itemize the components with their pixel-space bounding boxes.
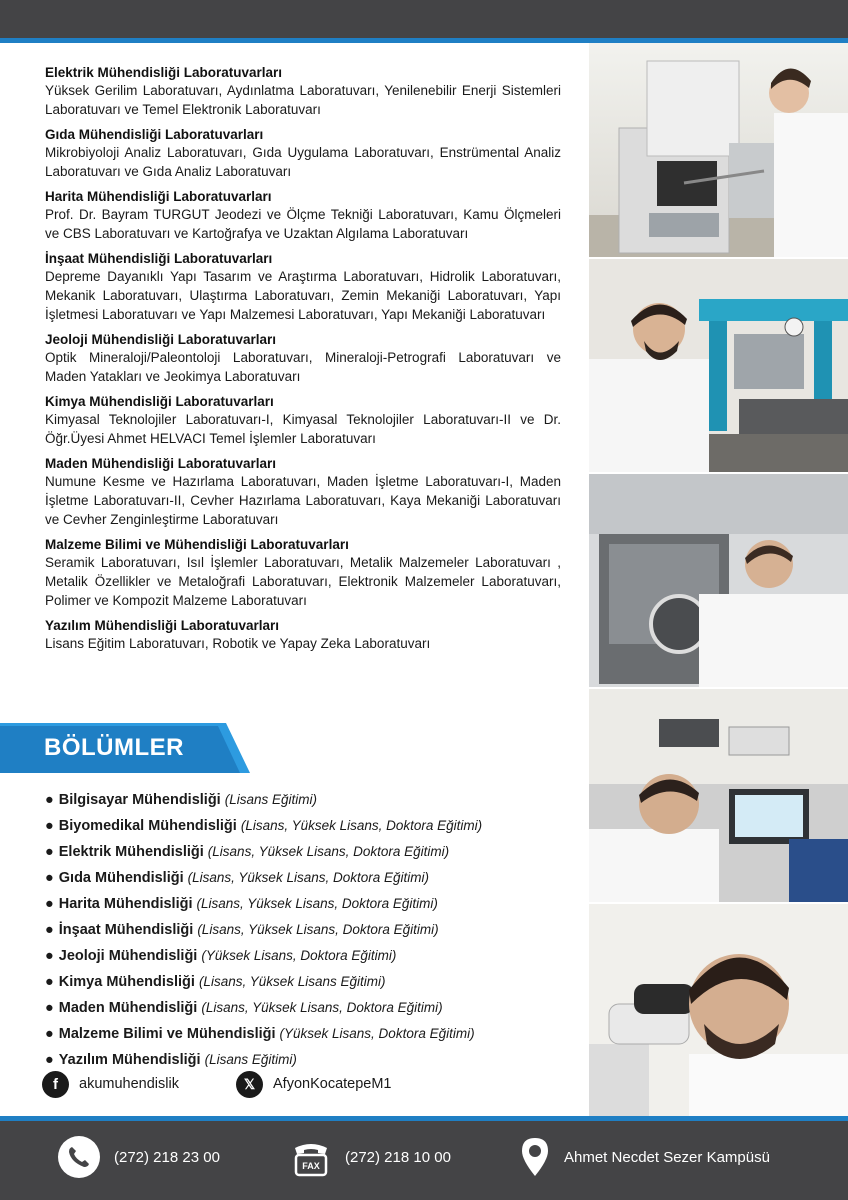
list-item — [45, 995, 585, 1021]
bullet-icon: ● — [45, 844, 54, 860]
lab-description: Optik Mineraloji/Paleontoloji Laboratuvarı, Mineraloji-Petrografi Laboratuvarı ve Maden Yatakları ve Jeokimya Laboratuvarı — [45, 350, 561, 384]
lab-description: Lisans Eğitim Laboratuvarı, Robotik ve Yapay Zeka Laboratuvarı — [45, 636, 431, 651]
x-link[interactable] — [236, 1070, 392, 1098]
department-name: Kimya Mühendisliği — [58, 974, 195, 990]
department-name: Malzeme Bilimi ve Mühendisliği — [58, 1026, 276, 1042]
department-programs: (Lisans Eğitimi) — [224, 792, 317, 807]
location-pin-icon — [520, 1136, 550, 1178]
phone-number: (272) 218 23 00 — [114, 1148, 220, 1166]
department-programs: (Yüksek Lisans, Doktora Eğitimi) — [201, 948, 397, 963]
department-programs: (Yüksek Lisans, Doktora Eğitimi) — [279, 1026, 475, 1041]
hydraulic-press-lab-photo — [589, 259, 848, 472]
lab-block — [45, 188, 561, 243]
facebook-handle: akumuhendislik — [79, 1076, 179, 1092]
lab-title: Harita Mühendisliği Laboratuvarları — [45, 189, 272, 204]
footer — [0, 1121, 848, 1200]
lab-block — [45, 536, 561, 610]
lab-description: Numune Kesme ve Hazırlama Laboratuvarı, Maden İşletme Laboratuvarı-I, Maden İşletme Laboratuvarı-II, Cevher Hazırlama Laboratuvarı, Kaya Mekaniği Laboratuvarı ve Cevher Zenginleştirme Laboratuvarı — [45, 474, 561, 527]
glovebox-lab-photo — [589, 474, 848, 687]
lab-description: Seramik Laboratuvarı, Isıl İşlemler Laboratuvarı, Metalik Malzemeler Laboratuvarı , Metalik Özellikler ve Metaloğrafi Laboratuvarı, Elektronik Malzemeler Laboratuvarı, Polimer ve Kompozit Malzeme Laboratuvarı — [45, 555, 561, 608]
bullet-icon: ● — [45, 948, 54, 964]
department-name: Elektrik Mühendisliği — [58, 844, 204, 860]
lab-block — [45, 393, 561, 448]
department-programs: (Lisans, Yüksek Lisans, Doktora Eğitimi) — [240, 818, 483, 833]
lab-title: Malzeme Bilimi ve Mühendisliği Laboratuvarları — [45, 537, 349, 552]
lab-description: Prof. Dr. Bayram TURGUT Jeodezi ve Ölçme Tekniği Laboratuvarı, Kamu Ölçmeleri ve CBS Laboratuvarı ve Kartoğrafya ve Uzaktan Algılama Laboratuvarı — [45, 207, 561, 241]
lab-title: Maden Mühendisliği Laboratuvarları — [45, 456, 277, 471]
phone-icon — [58, 1136, 100, 1178]
list-item — [45, 839, 585, 865]
lab-title: İnşaat Mühendisliği Laboratuvarları — [45, 251, 273, 266]
bullet-icon: ● — [45, 896, 54, 912]
lab-description: Depreme Dayanıklı Yapı Tasarım ve Araştırma Laboratuvarı, Hidrolik Laboratuvarı, Mekanik Laboratuvarı, Ulaştırma Laboratuvarı, Zemin Mekaniği Laboratuvarı, Yapı İşletmesi Laboratuvarı ve Yapı Malzemesi Laboratuvarı, Yapı Mekaniği Laboratuvarı — [45, 269, 561, 322]
bullet-icon: ● — [45, 870, 54, 886]
furnace-lab-photo — [589, 43, 848, 257]
bullet-icon: ● — [45, 974, 54, 990]
department-programs: (Lisans, Yüksek Lisans, Doktora Eğitimi) — [196, 896, 438, 911]
department-name: Bilgisayar Mühendisliği — [58, 792, 221, 808]
list-item — [45, 943, 585, 969]
top-bar — [0, 0, 848, 38]
facebook-link[interactable] — [42, 1070, 179, 1098]
department-name: Biyomedikal Mühendisliği — [58, 818, 237, 834]
departments-title: BÖLÜMLER — [44, 734, 184, 761]
x-icon: 𝕏 — [236, 1071, 263, 1098]
lab-block — [45, 455, 561, 529]
department-name: Yazılım Mühendisliği — [58, 1052, 201, 1068]
lab-title: Kimya Mühendisliği Laboratuvarları — [45, 394, 274, 409]
microscope-lab-photo — [589, 904, 848, 1116]
list-item — [45, 813, 585, 839]
lab-description: Kimyasal Teknolojiler Laboratuvarı-I, Kimyasal Teknolojiler Laboratuvarı-II ve Dr. Öğr.Üyesi Ahmet HELVACI Temel İşlemler Laboratuvarı — [45, 412, 561, 446]
labs-section — [45, 64, 561, 660]
lab-block — [45, 617, 561, 653]
bullet-icon: ● — [45, 818, 54, 834]
x-handle: AfyonKocatepeM1 — [273, 1076, 392, 1092]
fax-contact[interactable] — [291, 1135, 451, 1179]
department-programs: (Lisans, Yüksek Lisans, Doktora Eğitimi) — [187, 870, 429, 885]
photo-column — [589, 43, 848, 1116]
lab-block — [45, 250, 561, 324]
electronics-lab-photo — [589, 689, 848, 902]
address-contact[interactable] — [520, 1135, 770, 1179]
list-item — [45, 969, 585, 995]
departments-banner — [0, 723, 250, 773]
bullet-icon: ● — [45, 922, 54, 938]
address-text: Ahmet Necdet Sezer Kampüsü — [564, 1148, 770, 1166]
lab-title: Gıda Mühendisliği Laboratuvarları — [45, 127, 264, 142]
lab-block — [45, 64, 561, 119]
list-item — [45, 787, 585, 813]
department-programs: (Lisans, Yüksek Lisans Eğitimi) — [198, 974, 386, 989]
department-programs: (Lisans, Yüksek Lisans, Doktora Eğitimi) — [197, 922, 439, 937]
department-programs: (Lisans, Yüksek Lisans, Doktora Eğitimi) — [201, 1000, 443, 1015]
list-item — [45, 1021, 585, 1047]
list-item — [45, 865, 585, 891]
department-name: İnşaat Mühendisliği — [58, 922, 194, 938]
lab-description: Mikrobiyoloji Analiz Laboratuvarı, Gıda Uygulama Laboratuvarı, Enstrümental Analiz Laboratuvarı ve Gıda Analiz Laboratuvarı — [45, 145, 561, 179]
phone-contact[interactable] — [58, 1135, 220, 1179]
lab-description: Yüksek Gerilim Laboratuvarı, Aydınlatma Laboratuvarı, Yenilenebilir Enerji Sistemleri Laboratuvarı ve Temel Elektronik Laboratuvarı — [45, 83, 561, 117]
department-programs: (Lisans, Yüksek Lisans, Doktora Eğitimi) — [207, 844, 450, 859]
department-name: Harita Mühendisliği — [58, 896, 193, 912]
department-name: Gıda Mühendisliği — [58, 870, 184, 886]
department-name: Jeoloji Mühendisliği — [58, 948, 198, 964]
department-name: Maden Mühendisliği — [58, 1000, 198, 1016]
bullet-icon: ● — [45, 1026, 54, 1042]
lab-block — [45, 126, 561, 181]
bullet-icon: ● — [45, 1000, 54, 1016]
department-programs: (Lisans Eğitimi) — [204, 1052, 297, 1067]
bullet-icon: ● — [45, 792, 54, 808]
facebook-icon: f — [42, 1071, 69, 1098]
bullet-icon: ● — [45, 1052, 54, 1068]
fax-label: FAX — [302, 1161, 320, 1171]
list-item — [45, 891, 585, 917]
fax-icon — [291, 1136, 331, 1178]
lab-title: Jeoloji Mühendisliği Laboratuvarları — [45, 332, 277, 347]
fax-number: (272) 218 10 00 — [345, 1148, 451, 1166]
lab-title: Yazılım Mühendisliği Laboratuvarları — [45, 618, 280, 633]
lab-title: Elektrik Mühendisliği Laboratuvarları — [45, 65, 283, 80]
list-item — [45, 917, 585, 943]
departments-list — [45, 787, 585, 1073]
lab-block — [45, 331, 561, 386]
